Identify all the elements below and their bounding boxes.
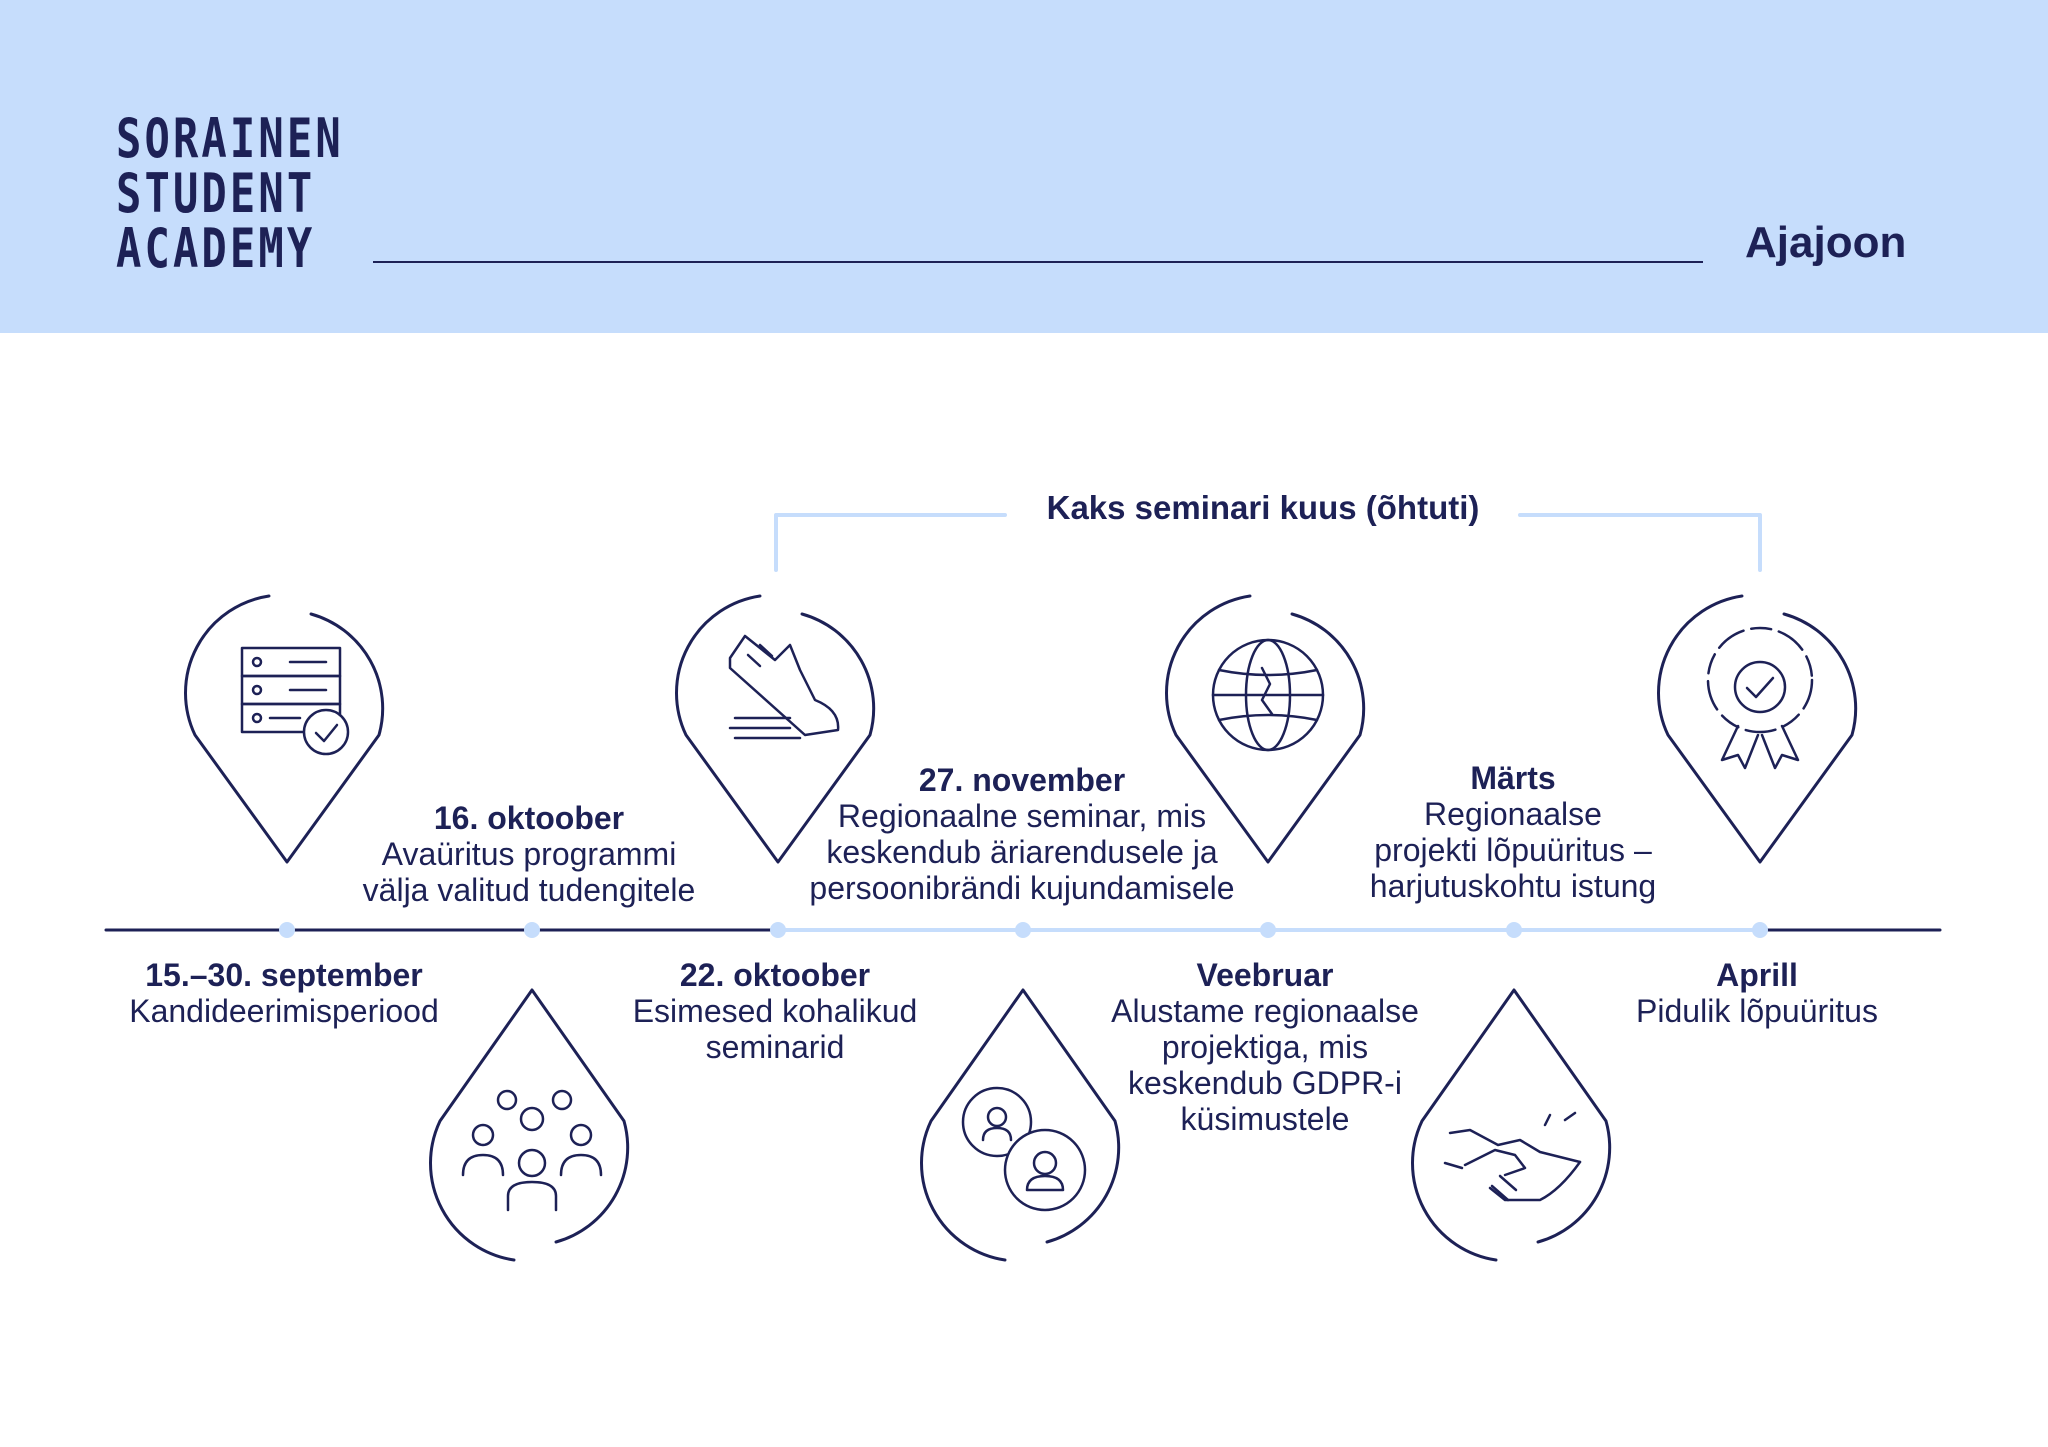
timeline-dot	[279, 922, 295, 938]
server-check-icon	[242, 648, 348, 754]
milestone-description: Kandideerimisperiood	[129, 993, 439, 1029]
milestone-label-4	[809, 762, 1234, 906]
globe-icon	[1213, 640, 1323, 750]
milestone-date: Aprill	[1716, 957, 1798, 993]
seminar-bracket-right	[1520, 515, 1760, 570]
timeline-dot	[1015, 922, 1031, 938]
running-shoe-icon	[730, 636, 838, 738]
milestone-description: Regionaalse projekti lõpuüritus – harjutuskohtu istung	[1369, 796, 1657, 904]
milestone-date: 15.–30. september	[145, 957, 423, 993]
timeline-dot	[1752, 922, 1768, 938]
timeline-dot	[1506, 922, 1522, 938]
milestone-description: Regionaalne seminar, mis keskendub äriarendusele ja persoonibrändi kujundamisele	[809, 798, 1235, 906]
two-profiles-icon	[963, 1088, 1085, 1210]
drop-shape-4	[922, 990, 1119, 1260]
group-of-people-icon	[463, 1091, 601, 1210]
milestone-description: Esimesed kohalikud seminarid	[632, 993, 918, 1065]
milestone-description: Alustame regionaalse projektiga, mis keskendub GDPR-i küsimustele	[1111, 993, 1419, 1137]
milestone-label-2	[363, 800, 696, 908]
award-badge-icon	[1708, 628, 1812, 768]
seminar-note: Kaks seminari kuus (õhtuti)	[1046, 489, 1480, 526]
drop-shape-6	[1413, 990, 1610, 1260]
milestone-date: 27. november	[918, 762, 1126, 798]
milestone-label-7	[1636, 957, 1878, 1029]
page-title: Ajajoon	[1745, 218, 1907, 267]
logo-line-2: STUDENT	[116, 162, 316, 225]
milestone-label-3	[633, 957, 918, 1065]
timeline-dot	[1260, 922, 1276, 938]
logo-line-1: SORAINEN	[116, 107, 344, 170]
milestone-date: Märts	[1470, 760, 1556, 796]
pin-shape-1	[186, 596, 383, 862]
timeline-dot	[524, 922, 540, 938]
milestone-label-6	[1370, 760, 1656, 904]
drop-shape-2	[431, 990, 628, 1260]
logo-line-3: ACADEMY	[116, 217, 316, 280]
milestone-description: Avaüritus programmi välja valitud tudengitele	[362, 836, 696, 908]
milestone-label-5	[1111, 957, 1419, 1137]
milestone-date: Veebruar	[1196, 957, 1334, 993]
milestone-label-1	[129, 957, 439, 1029]
timeline-dot	[770, 922, 786, 938]
pin-shape-7	[1659, 596, 1856, 862]
milestone-description: Pidulik lõpuüritus	[1636, 993, 1878, 1029]
seminar-bracket-left	[776, 515, 1005, 570]
handshake-icon	[1445, 1113, 1580, 1200]
milestone-date: 16. oktoober	[433, 800, 625, 836]
milestone-date: 22. oktoober	[679, 957, 871, 993]
